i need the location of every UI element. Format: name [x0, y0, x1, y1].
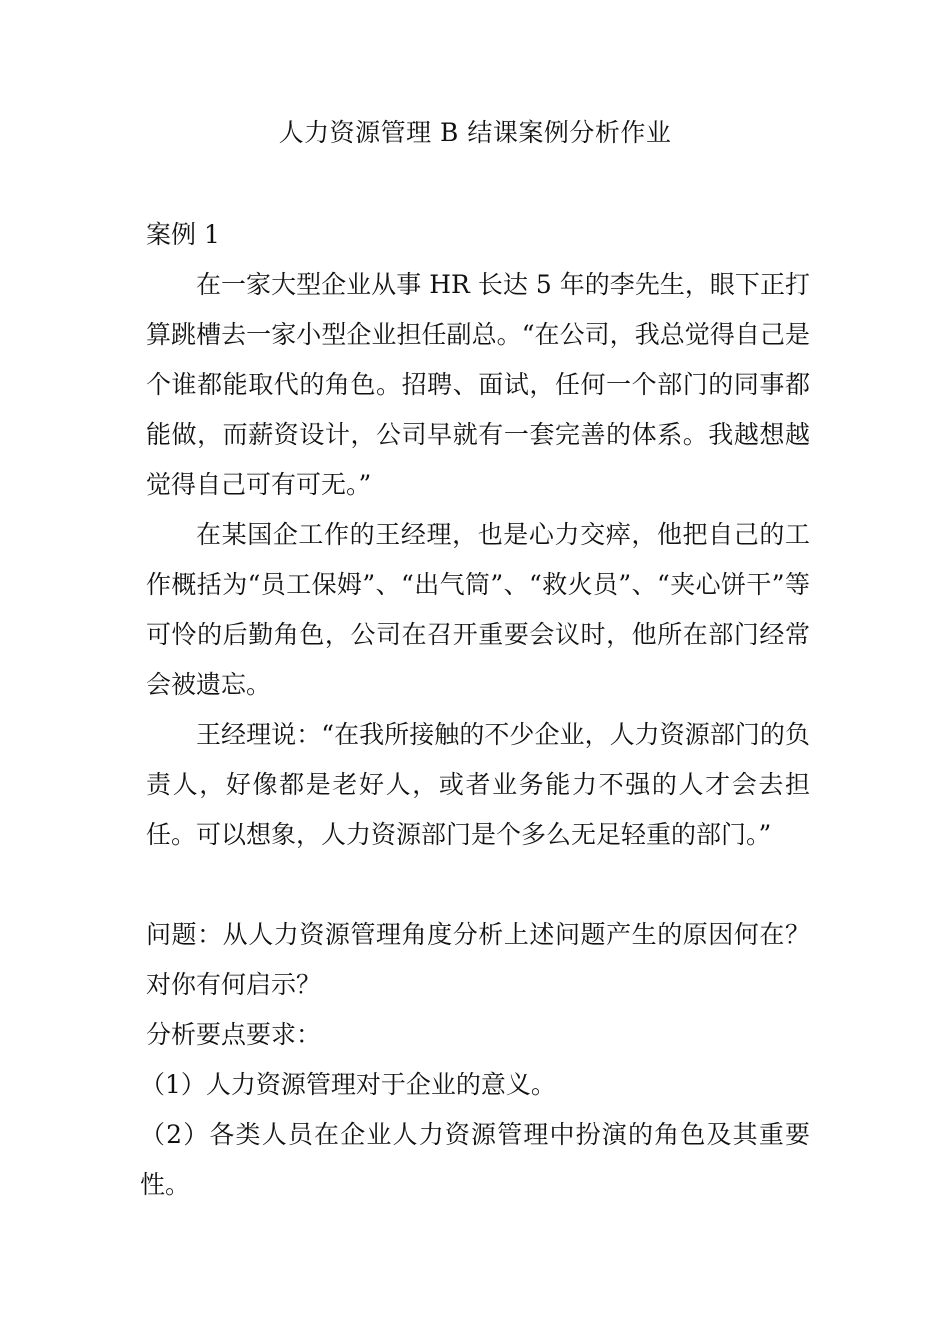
case-paragraph-3: 王经理说：“在我所接触的不少企业，人力资源部门的负责人，好像都是老好人，或者业务能力不强的人才会去担任。可以想象，人力资源部门是个多么无足轻重的部门。” — [146, 720, 810, 849]
requirements-heading: 分析要点要求： — [146, 1020, 322, 1049]
requirement-item-2: （2）各类人员在企业人力资源管理中扮演的角色及其重要性。 — [140, 1120, 810, 1199]
case-paragraph-1: 在一家大型企业从事 HR 长达 5 年的李先生，眼下正打算跳槽去一家小型企业担任副总。“在公司，我总觉得自己是个谁都能取代的角色。招聘、面试，任何一个部门的同事都能做，而薪资设计，公司早就有一套完善的体系。我越想越觉得自己可有可无。” — [146, 270, 810, 499]
document-body — [140, 210, 810, 1210]
paragraph-spacer — [146, 860, 810, 910]
question-text: 问题：从人力资源管理角度分析上述问题产生的原因何在？对你有何启示？ — [146, 920, 810, 999]
case-paragraph-2: 在某国企工作的王经理，也是心力交瘁，他把自己的工作概括为“员工保姆”、“出气筒”、“救火员”、“夹心饼干”等可怜的后勤角色，公司在召开重要会议时，他所在部门经常会被遗忘。 — [146, 520, 810, 699]
document-title: 人力资源管理 B 结课案例分析作业 — [278, 118, 672, 147]
case-heading: 案例 1 — [146, 220, 220, 249]
requirement-item-1: （1）人力资源管理对于企业的意义。 — [140, 1070, 556, 1099]
